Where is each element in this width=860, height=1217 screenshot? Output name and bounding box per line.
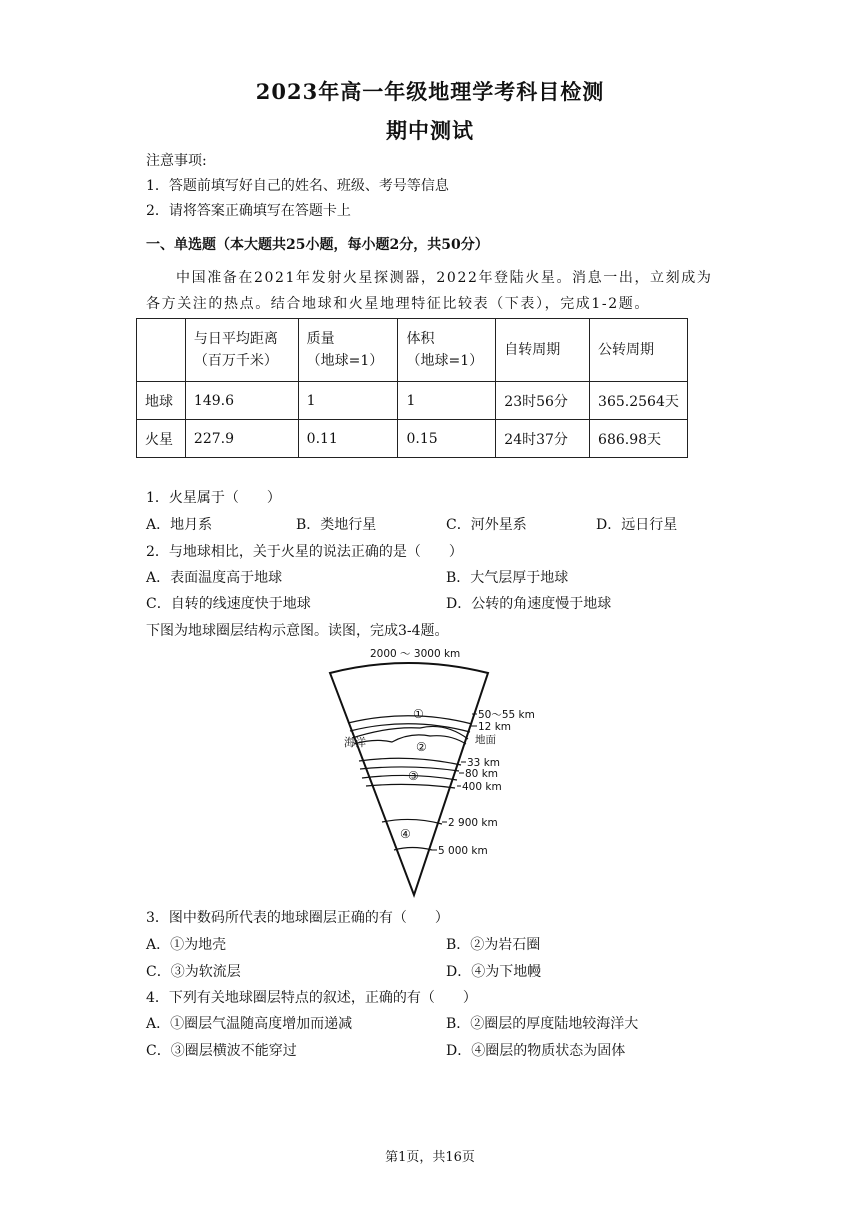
table-cell: 0.15 <box>398 420 496 458</box>
answer-option: B．类地行星 <box>296 517 377 533</box>
layer-boundary <box>366 784 455 788</box>
answer-option: D．远日行星 <box>596 517 678 533</box>
question-stem: 2．与地球相比，关于火星的说法正确的是（ ） <box>146 544 463 560</box>
answer-option: B．②圈层的厚度陆地较海洋大 <box>446 1016 639 1032</box>
page-number: 第1页，共16页 <box>385 1150 475 1165</box>
table-cell: 1 <box>398 382 496 420</box>
table-row <box>137 382 688 420</box>
layer-number-label: ② <box>416 740 427 754</box>
table-header-cell: 自转周期 <box>496 319 590 382</box>
layer-boundary <box>348 716 472 724</box>
table-cell: 149.6 <box>185 382 298 420</box>
answer-option: D．④圈层的物质状态为固体 <box>446 1043 626 1059</box>
depth-label: 400 km <box>462 781 502 793</box>
layer-number-label: ④ <box>400 827 411 841</box>
table-header-cell <box>137 319 186 382</box>
table-header-row <box>137 319 688 382</box>
question-stem: 3．图中数码所代表的地球圈层正确的有（ ） <box>146 910 449 926</box>
notes-item: 2．请将答案正确填写在答题卡上 <box>146 203 351 219</box>
table-header-cell <box>398 319 496 382</box>
table-header-cell <box>185 319 298 382</box>
answer-option: C．③为软流层 <box>146 964 241 980</box>
table-cell: 火星 <box>137 420 186 458</box>
answer-option: C．河外星系 <box>446 517 527 533</box>
table-cell: 227.9 <box>185 420 298 458</box>
table-header-cell: 公转周期 <box>590 319 688 382</box>
answer-option: A．地月系 <box>146 517 213 533</box>
diagram-top-label: 2000 ～ 3000 km <box>370 648 461 660</box>
exam-title: 2023年高一年级地理学考科目检测 <box>255 79 605 104</box>
table-cell: 地球 <box>137 382 186 420</box>
depth-label: 5 000 km <box>438 845 488 857</box>
answer-option: A．①圈层气温随高度增加而递减 <box>146 1016 353 1032</box>
intro-line: 中国准备在2021年发射火星探测器，2022年登陆火星。消息一出，立刻成为 <box>176 270 713 286</box>
ocean-label: 海洋 <box>344 736 366 749</box>
answer-option: A．表面温度高于地球 <box>146 570 283 586</box>
answer-option: A．①为地壳 <box>146 937 227 953</box>
comparison-table <box>136 318 688 458</box>
answer-option: D．④为下地幔 <box>446 964 542 980</box>
depth-label: 50～55 km <box>478 709 535 721</box>
header-text: 质量 （地球=1） <box>306 331 384 369</box>
answer-option: C．③圈层横波不能穿过 <box>146 1043 297 1059</box>
layer-boundary <box>394 848 432 851</box>
header-text: 体积 （地球=1） <box>406 331 484 369</box>
question-stem: 1．火星属于（ ） <box>146 490 281 506</box>
table-row <box>137 420 688 458</box>
question-stem: 4．下列有关地球圈层特点的叙述，正确的有（ ） <box>146 990 477 1006</box>
layer-boundary <box>382 819 442 824</box>
table-header-cell <box>298 319 398 382</box>
depth-label: 2 900 km <box>448 817 498 829</box>
depth-label: 地面 <box>475 734 496 746</box>
table-cell: 686.98天 <box>590 420 688 458</box>
intro-line: 各方关注的热点。结合地球和火星地理特征比较表（下表），完成1-2题。 <box>146 296 650 312</box>
header-text: 与日平均距离 （百万千米） <box>193 331 278 369</box>
exam-subtitle: 期中测试 <box>386 118 474 143</box>
table-cell: 23时56分 <box>496 382 590 420</box>
layer-number-label: ③ <box>408 769 419 783</box>
depth-label: 33 km <box>467 757 501 769</box>
answer-option: C．自转的线速度快于地球 <box>146 596 311 612</box>
earth-layers-diagram <box>320 640 535 902</box>
notes-item: 1．答题前填写好自己的姓名、班级、考号等信息 <box>146 178 449 194</box>
table-cell: 365.2564天 <box>590 382 688 420</box>
diagram-intro: 下图为地球圈层结构示意图。读图，完成3-4题。 <box>146 623 449 639</box>
ground-surface <box>354 735 466 744</box>
depth-label: 80 km <box>465 768 499 780</box>
depth-label: 12 km <box>478 721 512 733</box>
answer-option: B．大气层厚于地球 <box>446 570 569 586</box>
table-cell: 1 <box>298 382 398 420</box>
notes-heading: 注意事项: <box>146 153 207 169</box>
table-cell: 24时37分 <box>496 420 590 458</box>
answer-option: B．②为岩石圈 <box>446 937 541 953</box>
section-heading: 一、单选题（本大题共25小题，每小题2分，共50分） <box>146 237 489 253</box>
layer-boundary <box>359 758 461 765</box>
layer-number-label: ① <box>413 707 424 721</box>
answer-option: D．公转的角速度慢于地球 <box>446 596 612 612</box>
table-cell: 0.11 <box>298 420 398 458</box>
